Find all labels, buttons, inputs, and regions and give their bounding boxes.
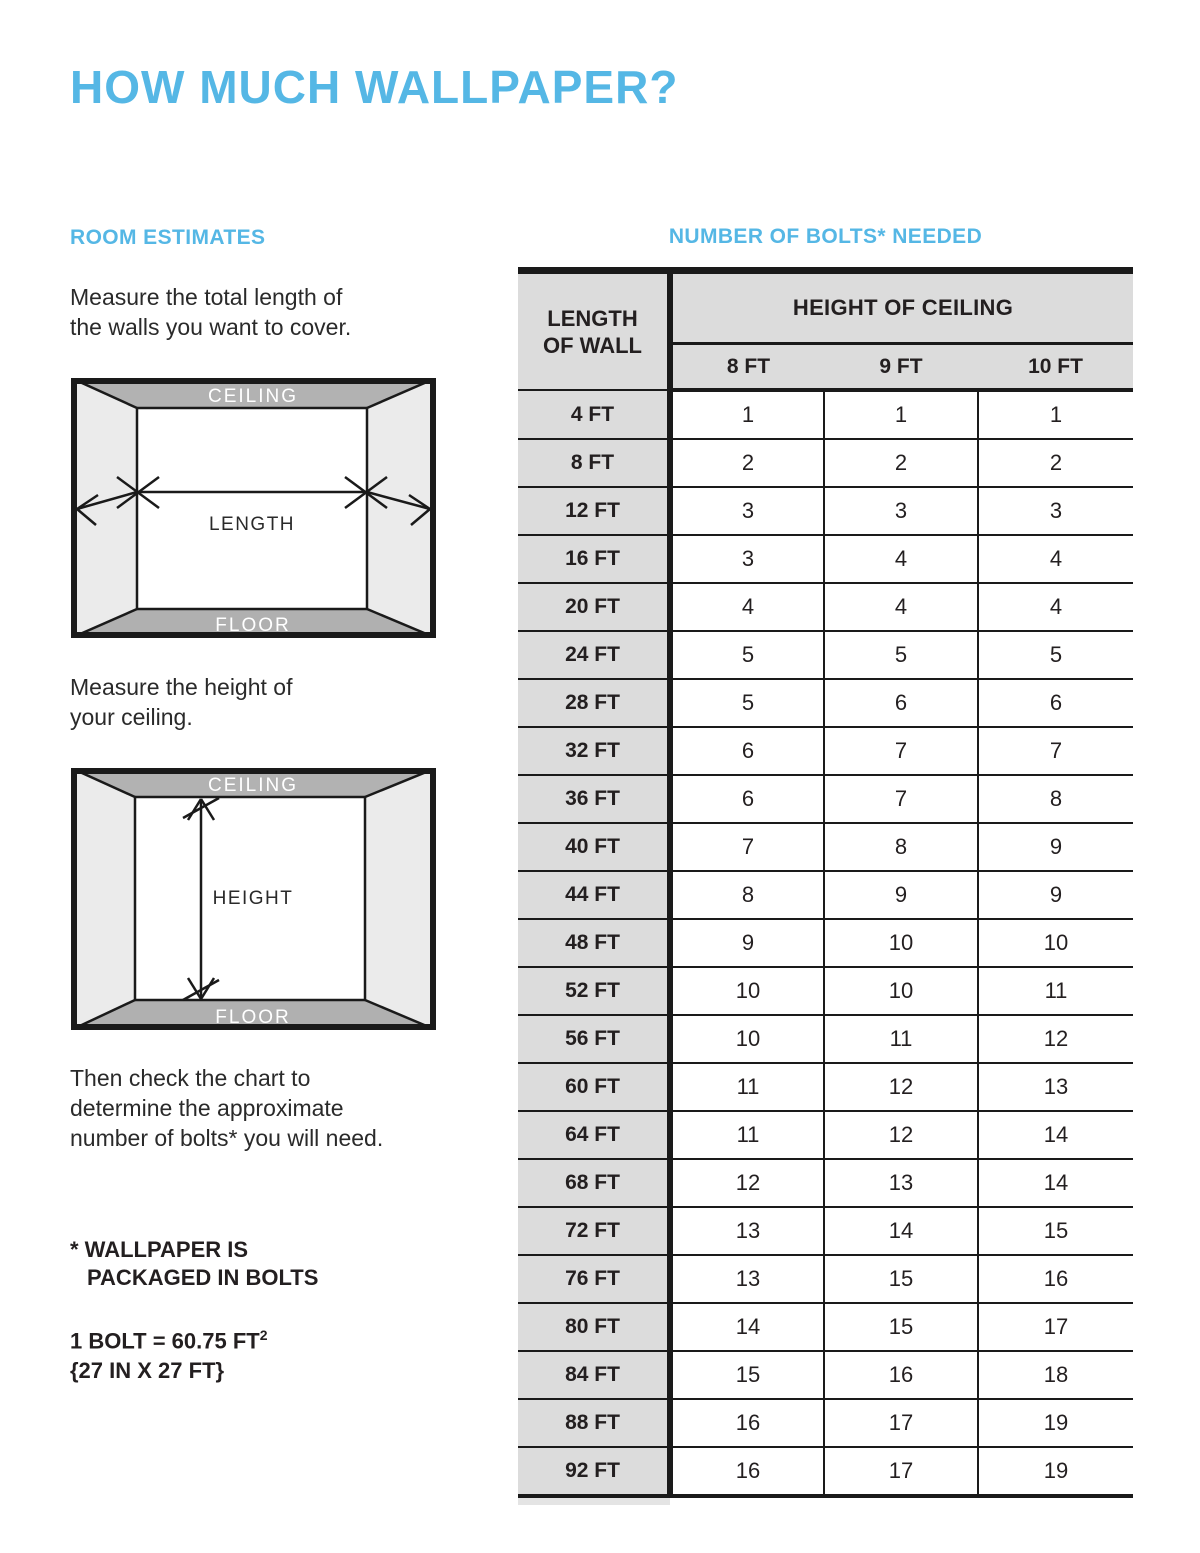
bolt-count-cell: 11 [824, 1015, 978, 1063]
bolts-needed-heading: NUMBER OF BOLTS* NEEDED [668, 225, 983, 248]
bolt-count-cell: 17 [824, 1447, 978, 1496]
bolt-count-cell: 18 [978, 1351, 1133, 1399]
bolt-count-cell: 19 [978, 1447, 1133, 1496]
bolt-count-cell: 8 [824, 823, 978, 871]
bolt-count-cell: 17 [978, 1303, 1133, 1351]
text-line: number of bolts* you will need. [70, 1125, 384, 1151]
text-line: Measure the total length of [70, 284, 343, 310]
bolts-table [518, 267, 1133, 1498]
bolt-count-cell: 12 [670, 1159, 824, 1207]
bolt-count-cell: 4 [978, 583, 1133, 631]
col-header-8ft: 8 FT [670, 344, 824, 391]
page-title: HOW MUCH WALLPAPER? [70, 61, 679, 113]
row-label: 76 FT [518, 1255, 670, 1303]
bolt-count-cell: 7 [670, 823, 824, 871]
row-label: 92 FT [518, 1447, 670, 1496]
row-label: 36 FT [518, 775, 670, 823]
row-label: 20 FT [518, 583, 670, 631]
bolt-count-cell: 10 [824, 967, 978, 1015]
col-header-9ft: 9 FT [824, 344, 978, 391]
bolt-count-cell: 6 [670, 775, 824, 823]
table-row [518, 1255, 1133, 1303]
bolt-count-cell: 5 [670, 631, 824, 679]
table-row [518, 390, 1133, 439]
ceiling-label: CEILING [207, 386, 299, 407]
table-header [518, 271, 1133, 391]
height-of-ceiling-header: HEIGHT OF CEILING [670, 271, 1133, 344]
bolt-count-cell: 11 [670, 1063, 824, 1111]
bolt-count-cell: 6 [824, 679, 978, 727]
row-label: 12 FT [518, 487, 670, 535]
bolt-count-cell: 11 [978, 967, 1133, 1015]
table-row [518, 487, 1133, 535]
bolt-count-cell: 3 [670, 535, 824, 583]
table-row [518, 583, 1133, 631]
table-row [518, 775, 1133, 823]
table-row [518, 1303, 1133, 1351]
table-row [518, 919, 1133, 967]
bolt-count-cell: 7 [824, 727, 978, 775]
bolts-footnote [70, 1236, 318, 1292]
bolt-count-cell: 14 [978, 1111, 1133, 1159]
bolt-count-cell: 10 [978, 919, 1133, 967]
bolt-count-cell: 17 [824, 1399, 978, 1447]
bolt-count-cell: 12 [978, 1015, 1133, 1063]
table-row [518, 535, 1133, 583]
bolt-count-cell: 1 [978, 390, 1133, 439]
bolt-count-cell: 4 [670, 583, 824, 631]
bolt-count-cell: 9 [978, 871, 1133, 919]
ceiling-height-diagram [71, 768, 436, 1030]
bolt-count-cell: 9 [670, 919, 824, 967]
row-label: 88 FT [518, 1399, 670, 1447]
bolt-count-cell: 11 [670, 1111, 824, 1159]
left-wall-panel [71, 768, 135, 1030]
bolt-count-cell: 2 [670, 439, 824, 487]
row-label: 84 FT [518, 1351, 670, 1399]
ceiling-label: CEILING [207, 775, 299, 796]
back-wall [137, 408, 367, 609]
row-label: 8 FT [518, 439, 670, 487]
bolt-count-cell: 3 [670, 487, 824, 535]
bolt-count-cell: 4 [824, 535, 978, 583]
floor-label: FLOOR [215, 1007, 291, 1028]
bolt-count-cell: 12 [824, 1063, 978, 1111]
bolt-count-cell: 16 [670, 1399, 824, 1447]
bolt-count-cell: 12 [824, 1111, 978, 1159]
bolt-count-cell: 14 [670, 1303, 824, 1351]
table-row [518, 823, 1133, 871]
bolt-count-cell: 13 [824, 1159, 978, 1207]
bolt-count-cell: 15 [824, 1255, 978, 1303]
table-row [518, 1351, 1133, 1399]
text-line: OF WALL [543, 332, 642, 358]
bolt-count-cell: 9 [978, 823, 1133, 871]
row-label: 72 FT [518, 1207, 670, 1255]
bolt-count-cell: 1 [670, 390, 824, 439]
bolt-count-cell: 13 [978, 1063, 1133, 1111]
bolts-table-container [518, 267, 1133, 1505]
bolt-count-cell: 15 [670, 1351, 824, 1399]
bolt-count-cell: 4 [824, 583, 978, 631]
bolt-count-cell: 5 [670, 679, 824, 727]
bolt-count-cell: 3 [978, 487, 1133, 535]
row-label: 60 FT [518, 1063, 670, 1111]
text-line: the walls you want to cover. [70, 314, 352, 340]
text-line: determine the approximate [70, 1095, 344, 1121]
table-row [518, 1111, 1133, 1159]
bolt-count-cell: 3 [824, 487, 978, 535]
row-label: 52 FT [518, 967, 670, 1015]
bolt-count-cell: 15 [978, 1207, 1133, 1255]
text-line: * WALLPAPER IS [70, 1237, 249, 1262]
bolt-count-cell: 1 [824, 390, 978, 439]
bolt-count-cell: 10 [670, 1015, 824, 1063]
text-line: Measure the height of [70, 674, 293, 700]
table-row [518, 1015, 1133, 1063]
table-row [518, 1207, 1133, 1255]
bolt-count-cell: 13 [670, 1207, 824, 1255]
row-label: 68 FT [518, 1159, 670, 1207]
table-footer-gray-strip [518, 1498, 670, 1505]
bolt-count-cell: 7 [824, 775, 978, 823]
row-label: 4 FT [518, 390, 670, 439]
row-label: 48 FT [518, 919, 670, 967]
col-header-10ft: 10 FT [978, 344, 1133, 391]
row-label: 44 FT [518, 871, 670, 919]
bolt-count-cell: 8 [670, 871, 824, 919]
bolt-count-cell: 10 [824, 919, 978, 967]
right-wall-panel [365, 768, 436, 1030]
bolt-count-cell: 10 [670, 967, 824, 1015]
bolt-count-cell: 19 [978, 1399, 1133, 1447]
table-row [518, 1063, 1133, 1111]
row-label: 32 FT [518, 727, 670, 775]
bolt-count-cell: 14 [978, 1159, 1133, 1207]
row-label: 56 FT [518, 1015, 670, 1063]
room-length-diagram [71, 378, 436, 638]
length-label: LENGTH [208, 514, 296, 535]
table-row [518, 967, 1133, 1015]
bolt-count-cell: 7 [978, 727, 1133, 775]
length-of-wall-header [518, 271, 670, 391]
table-row [518, 679, 1133, 727]
table-row [518, 871, 1133, 919]
bolt-count-cell: 5 [824, 631, 978, 679]
text-line: LENGTH [547, 305, 638, 331]
row-label: 28 FT [518, 679, 670, 727]
bolt-count-cell: 15 [824, 1303, 978, 1351]
text-line: PACKAGED IN BOLTS [87, 1265, 319, 1290]
row-label: 64 FT [518, 1111, 670, 1159]
bolt-count-cell: 16 [670, 1447, 824, 1496]
row-label: 24 FT [518, 631, 670, 679]
bolt-count-cell: 5 [978, 631, 1133, 679]
table-row [518, 631, 1133, 679]
bolt-count-cell: 6 [978, 679, 1133, 727]
text-line: Then check the chart to [70, 1065, 311, 1091]
bolt-count-cell: 8 [978, 775, 1133, 823]
bolt-count-cell: 2 [824, 439, 978, 487]
table-row [518, 439, 1133, 487]
bolts-table-body [518, 390, 1133, 1496]
text-line: 1 BOLT = 60.75 FT [70, 1328, 260, 1354]
measure-height-text [70, 672, 292, 732]
table-row [518, 1399, 1133, 1447]
row-label: 80 FT [518, 1303, 670, 1351]
bolt-equation [70, 1320, 268, 1356]
bolt-count-cell: 4 [978, 535, 1133, 583]
bolt-dimensions: {27 IN X 27 FT} [70, 1358, 225, 1384]
row-label: 40 FT [518, 823, 670, 871]
height-label: HEIGHT [212, 888, 294, 909]
bolt-count-cell: 6 [670, 727, 824, 775]
measure-length-text [70, 282, 351, 342]
bolt-count-cell: 13 [670, 1255, 824, 1303]
bolt-count-cell: 16 [978, 1255, 1133, 1303]
table-row [518, 1159, 1133, 1207]
bolt-count-cell: 9 [824, 871, 978, 919]
superscript-2: 2 [259, 1327, 268, 1343]
bolt-count-cell: 2 [978, 439, 1133, 487]
bolt-count-cell: 14 [824, 1207, 978, 1255]
room-estimates-heading: ROOM ESTIMATES [70, 226, 266, 249]
table-row [518, 1447, 1133, 1496]
row-label: 16 FT [518, 535, 670, 583]
table-row [518, 727, 1133, 775]
bolt-count-cell: 16 [824, 1351, 978, 1399]
check-chart-text [70, 1063, 383, 1153]
bolt-size-info [70, 1320, 268, 1386]
text-line: your ceiling. [70, 704, 193, 730]
floor-label: FLOOR [215, 615, 291, 636]
